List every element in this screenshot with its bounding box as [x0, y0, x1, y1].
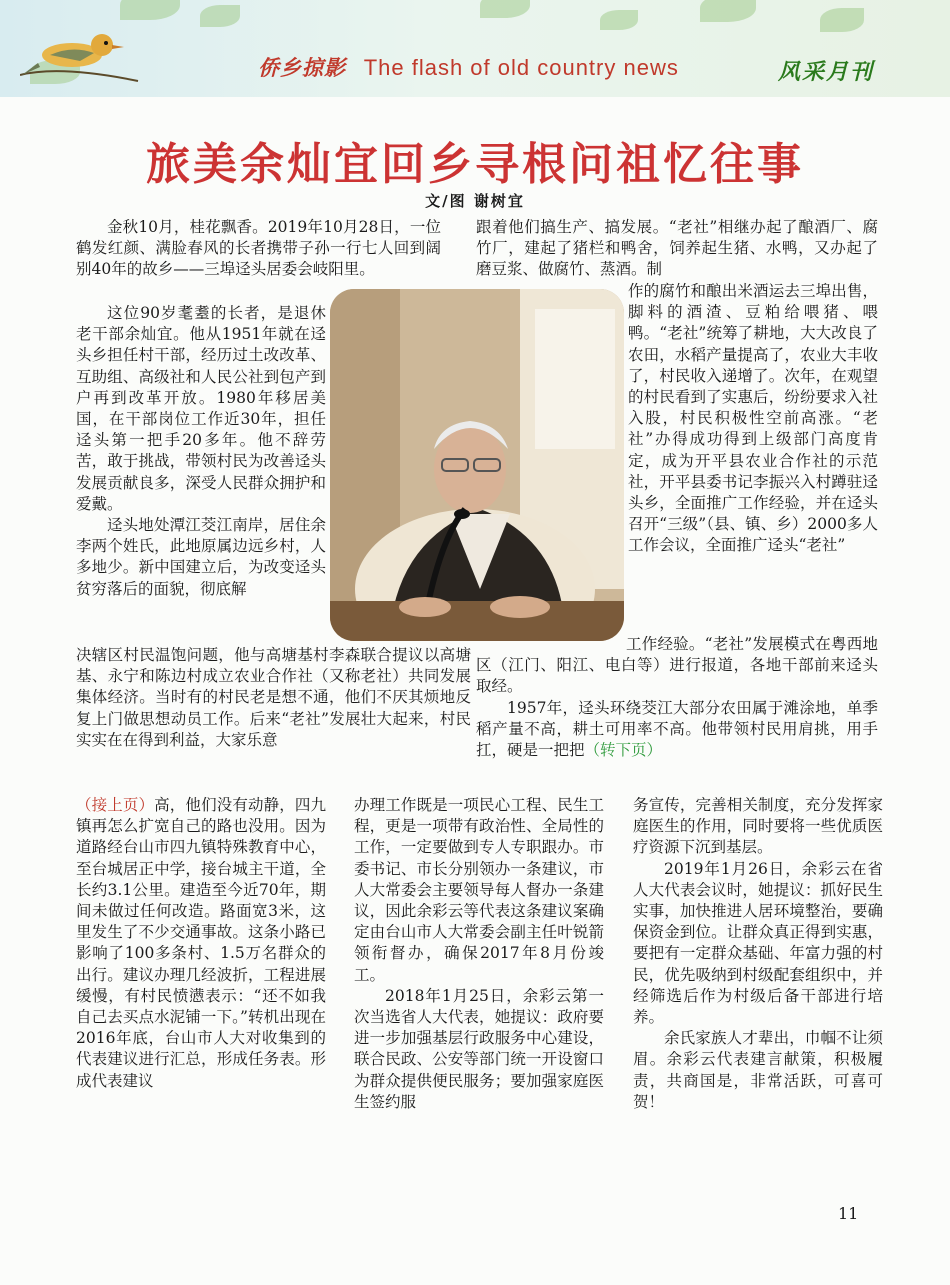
continued-next-link[interactable]: （转下页） [584, 741, 663, 760]
magazine-name: 风采月刊 [778, 60, 875, 85]
article-byline: 文/图 谢树宜 [425, 192, 525, 210]
column-title [258, 52, 679, 82]
paragraph: 决辖区村民温饱问题，他与高塘基村李森联合提议以高塘基、永宁和陈边村成立农业合作社（又称老社）共同发展集体经济。当时有的村民老是想不通，他们不厌其烦地反复上门做思想动员工作。后来“老社”发展壮大起来，村民实实在在得到利益，大家乐意 [76, 646, 471, 749]
article-col2-top [476, 217, 878, 281]
elderly-man-photo [330, 289, 624, 641]
article-col1-bottom [76, 645, 471, 751]
paragraph: 金秋10月，桂花飘香。2019年10月28日，一位鹤发红颜、满脸春风的长者携带子孙一行七人回到阔别40年的故乡——三埠迳头居委会岐阳里。 [76, 218, 441, 279]
paragraph: 余氏家族人才辈出，巾帼不让须眉。余彩云代表建言献策，积极履责，共商国是，非常活跃，可喜可贺！ [633, 1029, 883, 1111]
paragraph: 作的腐竹和酿出米酒运去三埠出售，脚料的酒渣、豆粕给喂猪、喂鸭。“老社”统筹了耕地，大大改良了农田，水稻产量提高了，农业大丰收了，村民收入递增了。次年，在观望的村民看到了实惠后，纷纷要求入社入股，村民积极性空前高涨。“老社”办得成功得到上级部门高度肯定，成为开平县农业合作社的示范社，开平县委书记李振兴入村蹲驻迳头乡，全面推广工作经验，并在迳头召开“三级”（县、镇、乡）2000多人工作会议，全面推广迳头“老社” [628, 282, 878, 555]
paragraph: 工作经验。“老社”发展模式在粤西地区（江门、阳江、电白等）进行报道，各地干部前来迳头取经。 [476, 635, 878, 696]
leaf-decoration [200, 5, 240, 27]
column-title-cn: 侨乡掠影 [258, 56, 346, 80]
paragraph: 务宣传，完善相关制度，充分发挥家庭医生的作用，同时要将一些优质医疗资源下沉到基层。 [633, 796, 883, 857]
paragraph: 跟着他们搞生产、搞发展。“老社”相继办起了酿酒厂、腐竹厂，建起了猪栏和鸭舍，饲养起生猪、水鸭，又办起了磨豆浆、做腐竹、蒸酒。制 [476, 218, 878, 279]
paragraph: 办理工作既是一项民心工程、民生工程，更是一项带有政治性、全局性的工作，一定要做到专人专职跟办。市委书记、市长分别领办一条建议，市人大常委会主要领导每人督办一条建议，因此余彩云等代表这条建议案确定由台山市人大常委会副主任叶锐箭领衔督办，确保2017年8月份竣工。 [354, 796, 604, 984]
article-col1-top [76, 217, 441, 281]
lower-col3 [633, 795, 883, 1113]
leaf-decoration [700, 0, 756, 22]
page-number: 11 [838, 1204, 859, 1223]
article-headline: 旅美余灿宜回乡寻根问祖忆往事 [146, 139, 804, 190]
paragraph: 2018年1月25日，余彩云第一次当选省人大代表，她提议：政府要进一步加强基层行政服务中心建设，联合民政、公安等部门统一开设窗口为群众提供便民服务；要加强家庭医生签约服 [354, 986, 604, 1111]
continued-prev-link[interactable]: （接上页） [76, 796, 155, 814]
article-col2-bottom [476, 634, 878, 761]
article-col1-mid [76, 303, 326, 600]
paragraph-text: 高，他们没有动静，四九镇再怎么扩宽自己的路也没用。因为道路经台山市四九镇特殊教育中心，至台城居正中学，接台城主干道，全长约3.1公里。建造至今近70年，期间未做过任何改造。路面宽3米，这里发生了不少交通事故。这条小路已影响了100多条村、1.5万名群众的出行。建议办理几经波折，工程进展缓慢，有村民愤懑表示：“还不如我自己去买点水泥铺一下。”转机出现在2016年底，台山市人大对收集到的代表建议进行汇总，形成任务表。形成代表建议 [76, 796, 326, 1090]
leaf-decoration [600, 10, 638, 30]
lower-col2 [354, 795, 604, 1113]
paragraph [476, 698, 878, 762]
page-header-banner [0, 0, 950, 97]
paragraph: 迳头地处潭江茭江南岸，居住余李两个姓氏，此地原属边远乡村，人多地少。新中国建立后，为改变迳头贫穷落后的面貌，彻底解 [76, 516, 326, 598]
paragraph: 2019年1月26日，余彩云在省人大代表会议时，她提议：抓好民生实事，加快推进人居环境整治，要确保资金到位。让群众真正得到实惠，要把有一定群众基础、年富力强的村民，优先吸纳到村级配套组织中，并经筛选后作为村级后备干部进行培养。 [633, 859, 883, 1027]
leaf-decoration [480, 0, 530, 18]
column-title-en: The flash of old country news [363, 55, 679, 80]
article-photo [330, 289, 624, 641]
leaf-decoration [820, 8, 864, 32]
paragraph [76, 795, 326, 1092]
article-col2-mid [628, 281, 878, 557]
bird-illustration [20, 15, 140, 85]
lower-col1 [76, 795, 326, 1092]
paragraph-text: 1957年，迳头环绕茭江大部分农田属于滩涂地，单季稻产量不高，耕土可用率不高。他带领村民用肩挑，用手扛，硬是一把把 [476, 698, 878, 760]
paragraph: 这位90岁耄耋的长者，是退休老干部余灿宜。他从1951年就在迳头乡担任村干部，经历过土改改革、互助组、高级社和人民公社到包产到户再到改革开放。1980年移居美国，在干部岗位工作近30年，担任迳头第一把手20多年。他不辞劳苦，敢于挑战，带领村民为改善迳头发展贡献良多，深受人民群众拥护和爱戴。 [76, 304, 326, 513]
